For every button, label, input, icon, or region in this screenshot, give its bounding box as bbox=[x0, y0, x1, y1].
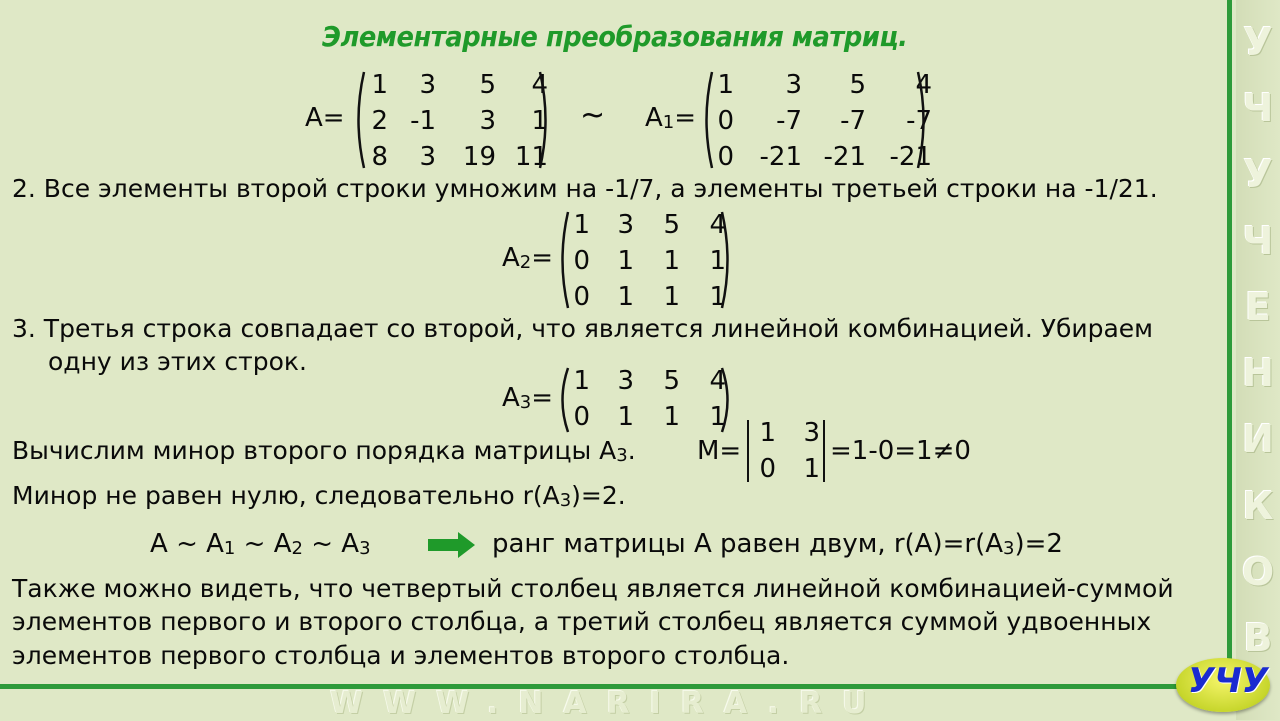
matrix-a1-label bbox=[645, 103, 696, 133]
note-line-1: Также можно видеть, что четвертый столбец является линейной комбинацией-суммой bbox=[12, 574, 1174, 603]
cell: -7 bbox=[776, 106, 802, 136]
step-3-line-1: 3. Третья строка совпадает со второй, что является линейной комбинацией. Убираем bbox=[12, 314, 1154, 343]
label-equals: = bbox=[531, 243, 554, 273]
cell: 3 bbox=[617, 366, 634, 396]
matrix-a1-grid bbox=[710, 67, 932, 175]
rank-conclusion-end: )=2 bbox=[1014, 529, 1063, 559]
cell: 5 bbox=[479, 70, 496, 100]
cell: 4 bbox=[709, 366, 726, 396]
chain-a: A bbox=[150, 529, 168, 559]
matrix-a bbox=[352, 70, 552, 170]
minor-result: =1-0=1≠0 bbox=[830, 436, 971, 466]
label-equals: = bbox=[531, 383, 554, 413]
cell: 0 bbox=[717, 142, 734, 172]
label-letter: A bbox=[645, 103, 663, 133]
cell: 0 bbox=[717, 106, 734, 136]
cell: 5 bbox=[663, 366, 680, 396]
equivalence-chain bbox=[150, 529, 371, 559]
cell: 3 bbox=[785, 70, 802, 100]
matrix-a2-grid bbox=[566, 207, 726, 315]
watermark: WWW.NARIRA.RU bbox=[330, 686, 887, 721]
side-letters bbox=[1236, 20, 1280, 660]
right-paren-icon bbox=[720, 210, 734, 310]
minor-text-subscript: 3 bbox=[616, 445, 628, 466]
rank-conclusion bbox=[492, 529, 1063, 559]
side-letter: Ч bbox=[1242, 86, 1274, 131]
label-letter: A bbox=[502, 243, 520, 273]
rank-conclusion-main: ранг матрицы A равен двум, r(A)=r(A bbox=[492, 529, 1004, 559]
cell: -7 bbox=[906, 106, 932, 136]
chain-sub: 2 bbox=[291, 538, 303, 559]
equivalence-tilde: ~ bbox=[580, 98, 606, 133]
cell: 1 bbox=[709, 402, 726, 432]
side-letter: Е bbox=[1245, 284, 1271, 329]
chain-sub: 3 bbox=[359, 538, 371, 559]
cell: 3 bbox=[479, 106, 496, 136]
chain-tilde: ~ bbox=[311, 529, 334, 559]
cell: 3 bbox=[419, 142, 436, 172]
label-subscript: 2 bbox=[519, 252, 532, 273]
side-letter: У bbox=[1243, 152, 1273, 197]
side-letter: О bbox=[1241, 549, 1275, 594]
cell: 5 bbox=[849, 70, 866, 100]
cell: 1 bbox=[717, 70, 734, 100]
minor-nonzero-text bbox=[12, 481, 626, 511]
matrix-a1 bbox=[700, 70, 930, 170]
side-letter: Н bbox=[1242, 351, 1274, 396]
cell: 1 bbox=[663, 282, 680, 312]
minor-nonzero-main: Минор не равен нулю, следовательно r(A bbox=[12, 481, 560, 510]
minor-text-main: Вычислим минор второго порядка матрицы A bbox=[12, 436, 617, 465]
cell: 4 bbox=[531, 70, 548, 100]
label-subscript: 3 bbox=[519, 392, 532, 413]
note-line-3: элементов первого столбца и элементов второго столбца. bbox=[12, 641, 790, 670]
label-letter: A bbox=[502, 383, 520, 413]
minor-nonzero-subscript: 3 bbox=[559, 490, 572, 511]
cell: 1 bbox=[803, 454, 820, 484]
cell: 11 bbox=[514, 142, 548, 172]
cell: 8 bbox=[371, 142, 388, 172]
matrix-a3-grid bbox=[566, 363, 726, 435]
cell: 2 bbox=[371, 106, 388, 136]
cell: 3 bbox=[419, 70, 436, 100]
side-letter: В bbox=[1243, 615, 1273, 660]
side-letter: И bbox=[1242, 417, 1274, 462]
matrix-a-grid bbox=[362, 67, 548, 175]
step-2-text: 2. Все элементы второй строки умножим на -1/7, а элементы третьей строки на -1/21. bbox=[12, 174, 1158, 203]
cell: 3 bbox=[617, 210, 634, 240]
page-title: Элементарные преобразования матриц. bbox=[322, 20, 908, 53]
cell: -21 bbox=[889, 142, 932, 172]
right-arrow-icon bbox=[428, 532, 476, 558]
minor-text-end: . bbox=[627, 436, 636, 465]
minor-determinant bbox=[752, 418, 822, 484]
cell: 5 bbox=[663, 210, 680, 240]
matrix-a2-label bbox=[502, 243, 553, 273]
cell: 1 bbox=[709, 246, 726, 276]
determinant-right-bar bbox=[823, 420, 825, 482]
cell: 1 bbox=[709, 282, 726, 312]
side-letter: К bbox=[1242, 483, 1274, 528]
cell: -21 bbox=[823, 142, 866, 172]
cell: 1 bbox=[617, 282, 634, 312]
cell: 4 bbox=[915, 70, 932, 100]
chain-a2: A bbox=[273, 529, 292, 559]
side-letter: У bbox=[1243, 20, 1273, 64]
rank-conclusion-subscript: 3 bbox=[1003, 538, 1015, 559]
cell: 0 bbox=[573, 402, 590, 432]
cell: -7 bbox=[840, 106, 866, 136]
cell: 1 bbox=[573, 210, 590, 240]
minor-nonzero-end: )=2. bbox=[571, 481, 626, 510]
matrix-a-label: A= bbox=[305, 103, 345, 133]
cell: -21 bbox=[759, 142, 802, 172]
chain-tilde: ~ bbox=[176, 529, 198, 559]
right-paren-icon bbox=[538, 70, 552, 170]
chain-a1: A bbox=[206, 529, 224, 559]
cell: 1 bbox=[371, 70, 388, 100]
matrix-a3-label bbox=[502, 383, 553, 413]
cell: 0 bbox=[573, 282, 590, 312]
cell: 4 bbox=[709, 210, 726, 240]
cell: 0 bbox=[759, 454, 776, 484]
cell: 1 bbox=[573, 366, 590, 396]
note-line-2: элементов первого и второго столбца, а третий столбец является суммой удвоенных bbox=[12, 607, 1152, 636]
label-subscript: 1 bbox=[662, 112, 675, 133]
chain-sub: 1 bbox=[223, 538, 236, 559]
logo-text: УЧУ bbox=[1188, 661, 1268, 701]
cell: 1 bbox=[663, 402, 680, 432]
step-3-line-2: одну из этих строк. bbox=[48, 347, 307, 376]
chain-a3: A bbox=[341, 529, 360, 559]
minor-grid bbox=[752, 415, 820, 487]
label-equals: = bbox=[674, 103, 697, 133]
cell: 1 bbox=[617, 402, 634, 432]
minor-label: M= bbox=[697, 436, 742, 466]
cell: 1 bbox=[531, 106, 548, 136]
cell: 1 bbox=[759, 418, 776, 448]
cell: 1 bbox=[663, 246, 680, 276]
side-letter: Ч bbox=[1242, 218, 1274, 263]
right-paren-icon bbox=[720, 366, 734, 434]
frame-vertical-line bbox=[1227, 0, 1232, 690]
chain-tilde: ~ bbox=[243, 529, 266, 559]
cell: 3 bbox=[803, 418, 820, 448]
cell: 0 bbox=[573, 246, 590, 276]
matrix-a2 bbox=[556, 210, 734, 310]
matrix-a3 bbox=[556, 366, 734, 434]
right-paren-icon bbox=[916, 70, 930, 170]
cell: 1 bbox=[617, 246, 634, 276]
cell: 19 bbox=[462, 142, 496, 172]
cell: -1 bbox=[410, 106, 436, 136]
determinant-left-bar bbox=[747, 420, 749, 482]
minor-text bbox=[12, 436, 636, 466]
